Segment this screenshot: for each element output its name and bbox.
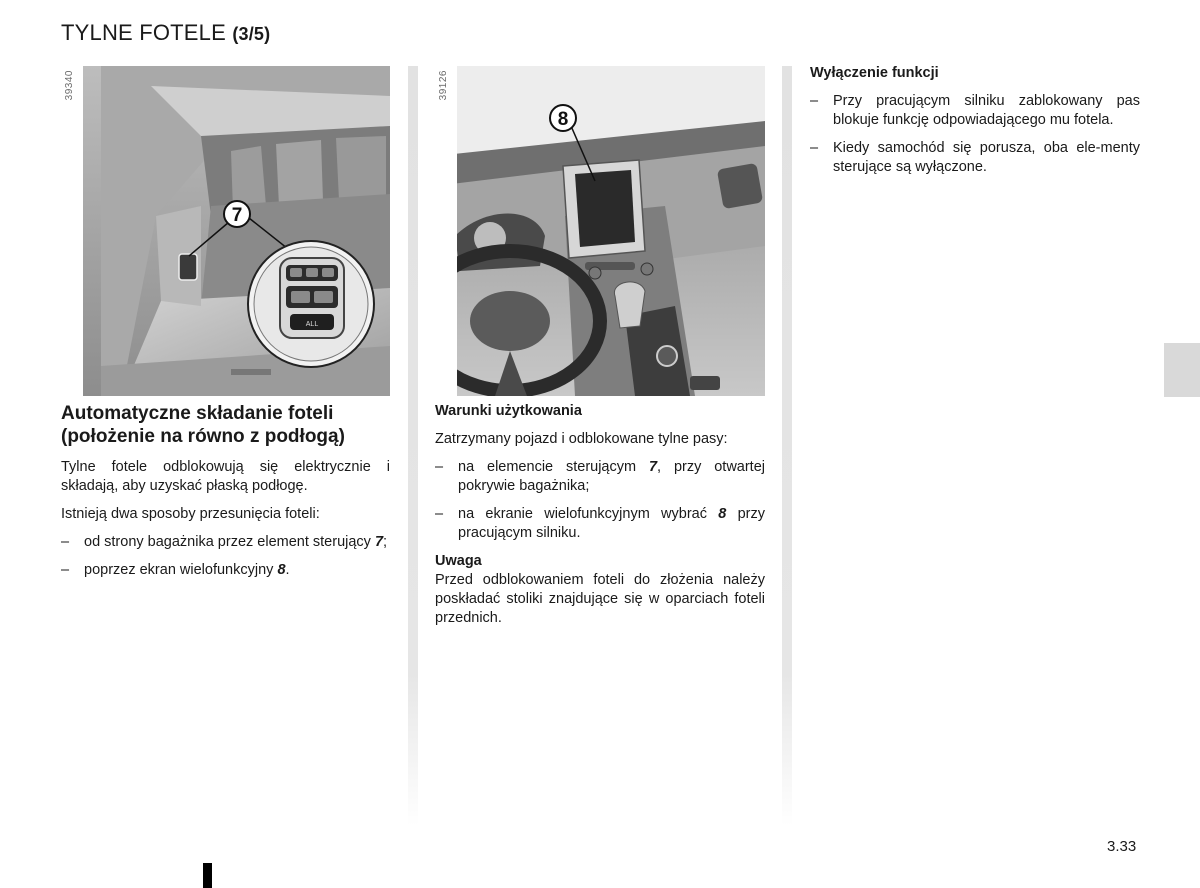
- list-item: [810, 139, 1140, 177]
- figure-code: 39340: [64, 70, 75, 101]
- list-tail: przy pracującym silniku.: [458, 506, 766, 541]
- list-dash: –: [61, 534, 70, 550]
- heading-line: Automatyczne składanie foteli: [61, 403, 334, 424]
- column-divider: [782, 66, 792, 826]
- all-button-label: ALL: [305, 321, 319, 328]
- list-item: [61, 561, 390, 580]
- reference-number: 7: [648, 459, 658, 475]
- list-tail: .: [285, 562, 290, 578]
- list-text: poprzez ekran wielofunkcyjny: [84, 562, 278, 578]
- note-text: Przed odblokowaniem foteli do złożenia należy poskładać stoliki znajdujące się w oparciach foteli przednich.: [435, 572, 765, 626]
- paragraph: Tylne fotele odblokowują się elektrycznie i składają, aby uzyskać płaską podłogę.: [61, 459, 390, 494]
- trunk-illustration: [61, 66, 390, 396]
- list-dash: –: [810, 140, 819, 156]
- figure-code-strip: [435, 66, 457, 396]
- chapter-tab: [1164, 343, 1200, 397]
- page-title: [61, 20, 270, 46]
- list-tail: , przy otwartej pokrywie bagażnika;: [458, 459, 765, 494]
- figure-multifunction-screen: [435, 66, 765, 396]
- reference-number: 8: [277, 562, 286, 578]
- column-left: [61, 402, 390, 589]
- callout-7: 7: [231, 205, 243, 226]
- figure-code: 39126: [438, 70, 449, 101]
- reference-number: 8: [718, 506, 727, 522]
- list-dash: –: [810, 93, 819, 109]
- page-number: 3.33: [1107, 838, 1137, 855]
- page-title-part: (3/5): [232, 24, 271, 44]
- list-dash: –: [435, 506, 444, 522]
- note-title: Uwaga: [435, 553, 482, 569]
- section-heading: [61, 402, 390, 448]
- column-divider: [408, 66, 418, 826]
- page-title-main: TYLNE FOTELE: [61, 20, 226, 45]
- list-text: Kiedy samochód się porusza, oba ele-menty sterujące są wyłączone.: [833, 140, 1140, 175]
- list-text: od strony bagażnika przez element sterujący: [84, 534, 375, 550]
- dashboard-illustration: [435, 66, 765, 396]
- paragraph: Istnieją dwa sposoby przesunięcia foteli:: [61, 506, 320, 522]
- list-item: [435, 505, 765, 543]
- list-item: [435, 458, 765, 496]
- list-item: [810, 92, 1140, 130]
- crop-mark: [203, 863, 212, 888]
- reference-number: 7: [374, 534, 384, 550]
- list-text: na elemencie sterującym: [458, 459, 649, 475]
- callout-8: 8: [557, 109, 569, 130]
- section-heading: Warunki użytkowania: [435, 403, 582, 419]
- list-text: Przy pracującym silniku zablokowany pas blokuje funkcję odpowiadającego mu fotela.: [833, 93, 1140, 128]
- heading-line: (położenie na równo z podłogą): [61, 426, 345, 447]
- list-item: [61, 533, 390, 552]
- column-middle: [435, 402, 765, 637]
- column-right: [810, 64, 1140, 186]
- paragraph: Zatrzymany pojazd i odblokowane tylne pasy:: [435, 431, 728, 447]
- list-text: na ekranie wielofunkcyjnym wybrać: [458, 506, 719, 522]
- list-tail: ;: [383, 534, 388, 550]
- list-dash: –: [61, 562, 70, 578]
- section-heading: Wyłączenie funkcji: [810, 65, 939, 81]
- list-dash: –: [435, 459, 444, 475]
- figure-code-strip: [61, 66, 83, 396]
- figure-trunk-controls: [61, 66, 390, 396]
